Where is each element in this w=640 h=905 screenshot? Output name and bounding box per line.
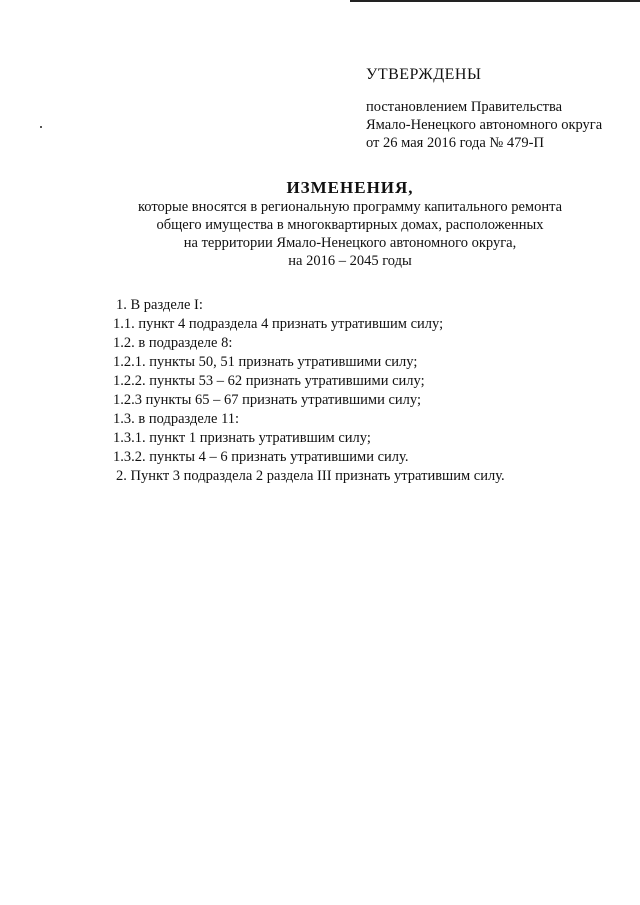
amendment-item: 1.3.1. пункт 1 признать утратившим силу; [113, 430, 371, 446]
document-subtitle-line: общего имущества в многоквартирных домах, расположенных [156, 217, 544, 233]
document-subtitle-line: на территории Ямало-Ненецкого автономного округа, [183, 235, 517, 251]
approval-line: постановлением Правительства [366, 99, 563, 115]
amendment-item: 1.3.2. пункты 4 – 6 признать утратившими силу. [113, 449, 409, 465]
approval-line: Ямало-Ненецкого автономного округа [366, 117, 603, 133]
amendment-item: 2. Пункт 3 подраздела 2 раздела III признать утратившим силу. [116, 468, 505, 484]
amendment-item: 1.2.1. пункты 50, 51 признать утратившими силу; [113, 354, 418, 370]
approval-heading: УТВЕРЖДЕНЫ [366, 66, 482, 83]
amendment-item: 1.1. пункт 4 подраздела 4 признать утратившим силу; [113, 316, 444, 332]
document-title: ИЗМЕНЕНИЯ, [286, 178, 414, 197]
amendment-list [113, 296, 613, 486]
document-subtitle-line: на 2016 – 2045 годы [288, 253, 412, 269]
approval-stamp-block [366, 66, 636, 152]
amendment-item: 1.2. в подразделе 8: [113, 335, 233, 351]
scan-speck [40, 126, 42, 128]
top-edge-rule [350, 0, 640, 2]
document-title-block [100, 178, 600, 270]
amendment-item: 1.2.3 пункты 65 – 67 признать утратившими силу; [113, 392, 421, 408]
approval-line: от 26 мая 2016 года № 479-П [366, 135, 544, 151]
amendment-item: 1.2.2. пункты 53 – 62 признать утратившими силу; [113, 373, 425, 389]
document-subtitle-line: которые вносятся в региональную программу капитального ремонта [137, 199, 563, 215]
amendment-item: 1. В разделе I: [116, 297, 203, 313]
amendment-item: 1.3. в подразделе 11: [113, 411, 240, 427]
